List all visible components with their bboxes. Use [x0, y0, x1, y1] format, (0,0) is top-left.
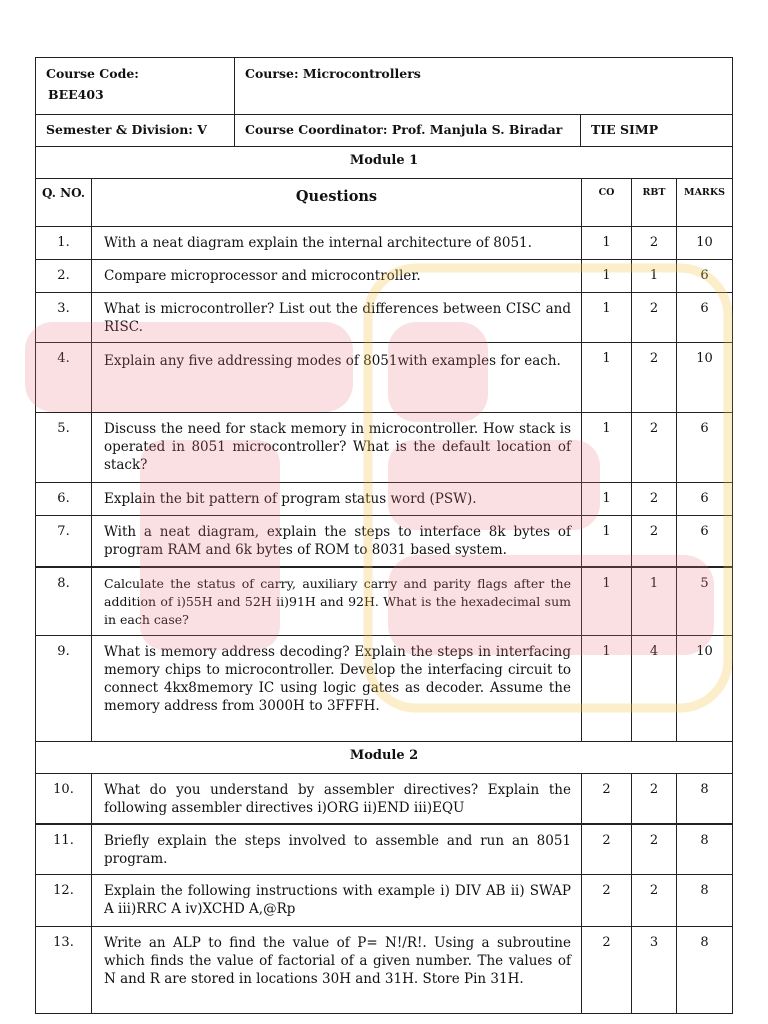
question-number: 5.: [36, 413, 92, 483]
question-marks: 8: [677, 927, 733, 1014]
question-rbt: 4: [632, 635, 677, 741]
question-co: 1: [582, 567, 632, 636]
question-number: 9.: [36, 635, 92, 741]
question-co: 1: [582, 343, 632, 413]
column-qno: Q. NO.: [36, 179, 92, 227]
question-rbt: 2: [632, 293, 677, 343]
question-co: 2: [582, 773, 632, 824]
question-number: 6.: [36, 483, 92, 516]
question-row-1: [36, 227, 733, 260]
question-row-3: [36, 293, 733, 343]
question-text: With a neat diagram explain the internal architecture of 8051.: [92, 227, 582, 260]
question-rbt: 1: [632, 260, 677, 293]
question-number: 3.: [36, 293, 92, 343]
question-number: 10.: [36, 773, 92, 824]
module-1-header: [36, 147, 733, 179]
question-row-10: [36, 773, 733, 824]
institute-name: TIE SIMP: [581, 115, 733, 147]
question-rbt: 2: [632, 483, 677, 516]
question-marks: 10: [677, 343, 733, 413]
question-marks: 6: [677, 516, 733, 567]
question-number: 1.: [36, 227, 92, 260]
question-co: 2: [582, 875, 632, 927]
module-1-title: Module 1: [36, 147, 733, 179]
question-rbt: 2: [632, 343, 677, 413]
question-co: 1: [582, 293, 632, 343]
course-name: Course: Microcontrollers: [235, 58, 733, 115]
question-row-11: [36, 824, 733, 875]
question-row-5: [36, 413, 733, 483]
question-rbt: 3: [632, 927, 677, 1014]
column-co: CO: [582, 179, 632, 227]
course-code-cell: [36, 58, 235, 115]
question-marks: 6: [677, 260, 733, 293]
question-row-8: [36, 567, 733, 636]
question-co: 1: [582, 516, 632, 567]
question-row-6: [36, 483, 733, 516]
question-marks: 8: [677, 824, 733, 875]
question-bank-sheet: [35, 57, 732, 1014]
question-marks: 6: [677, 483, 733, 516]
question-number: 12.: [36, 875, 92, 927]
question-text: What is memory address decoding? Explain the steps in interfacing memory chips to microcontroller. Develop the interfacing circuit to connect 4kx8memory IC using logic gates as decoder. Assume the memory address from 3000H to 3FFFH.: [92, 635, 582, 741]
question-marks: 6: [677, 293, 733, 343]
question-rbt: 2: [632, 875, 677, 927]
question-row-9: [36, 635, 733, 741]
column-marks: MARKS: [677, 179, 733, 227]
question-rbt: 2: [632, 773, 677, 824]
module-2-header: [36, 741, 733, 773]
question-text: Compare microprocessor and microcontroller.: [92, 260, 582, 293]
question-marks: 5: [677, 567, 733, 636]
question-rbt: 2: [632, 227, 677, 260]
question-marks: 8: [677, 773, 733, 824]
question-rbt: 2: [632, 516, 677, 567]
question-text: What is microcontroller? List out the differences between CISC and RISC.: [92, 293, 582, 343]
question-co: 1: [582, 260, 632, 293]
question-rbt: 1: [632, 567, 677, 636]
question-rbt: 2: [632, 824, 677, 875]
column-rbt: RBT: [632, 179, 677, 227]
question-row-2: [36, 260, 733, 293]
question-co: 1: [582, 227, 632, 260]
question-marks: 8: [677, 875, 733, 927]
question-row-13: [36, 927, 733, 1014]
question-text: Discuss the need for stack memory in microcontroller. How stack is operated in 8051 microcontroller? What is the default location of stack?: [92, 413, 582, 483]
module-2-title: Module 2: [36, 741, 733, 773]
course-code-label: Course Code:: [46, 66, 139, 81]
question-co: 1: [582, 483, 632, 516]
question-co: 1: [582, 413, 632, 483]
question-text: With a neat diagram, explain the steps to interface 8k bytes of program RAM and 6k bytes of ROM to 8031 based system.: [92, 516, 582, 567]
question-text: Explain any five addressing modes of 8051with examples for each.: [92, 343, 582, 413]
question-co: 1: [582, 635, 632, 741]
column-questions: Questions: [92, 179, 582, 227]
question-text: What do you understand by assembler directives? Explain the following assembler directives i)ORG ii)END iii)EQU: [92, 773, 582, 824]
question-rbt: 2: [632, 413, 677, 483]
header-table: [35, 57, 733, 147]
questions-table: [35, 146, 733, 1014]
question-marks: 10: [677, 635, 733, 741]
question-text: Explain the following instructions with example i) DIV AB ii) SWAP A iii)RRC A iv)XCHD A,@Rp: [92, 875, 582, 927]
question-row-4: [36, 343, 733, 413]
question-marks: 10: [677, 227, 733, 260]
question-number: 7.: [36, 516, 92, 567]
question-row-12: [36, 875, 733, 927]
question-co: 2: [582, 927, 632, 1014]
question-text: Explain the bit pattern of program status word (PSW).: [92, 483, 582, 516]
question-number: 2.: [36, 260, 92, 293]
semester-division: Semester & Division: V: [36, 115, 235, 147]
question-text: Write an ALP to find the value of P= N!/R!. Using a subroutine which finds the value of factorial of a given number. The values of N and R are stored in locations 30H and 31H. Store Pin 31H.: [92, 927, 582, 1014]
question-number: 8.: [36, 567, 92, 636]
question-number: 13.: [36, 927, 92, 1014]
question-number: 11.: [36, 824, 92, 875]
question-co: 2: [582, 824, 632, 875]
question-row-7: [36, 516, 733, 567]
column-header-row: [36, 179, 733, 227]
question-text: Calculate the status of carry, auxiliary carry and parity flags after the addition of i)55H and 52H ii)91H and 92H. What is the hexadecimal sum in each case?: [92, 567, 582, 636]
course-code-value: BEE403: [48, 87, 104, 102]
course-coordinator: Course Coordinator: Prof. Manjula S. Biradar: [235, 115, 581, 147]
question-marks: 6: [677, 413, 733, 483]
question-text: Briefly explain the steps involved to assemble and run an 8051 program.: [92, 824, 582, 875]
question-number: 4.: [36, 343, 92, 413]
